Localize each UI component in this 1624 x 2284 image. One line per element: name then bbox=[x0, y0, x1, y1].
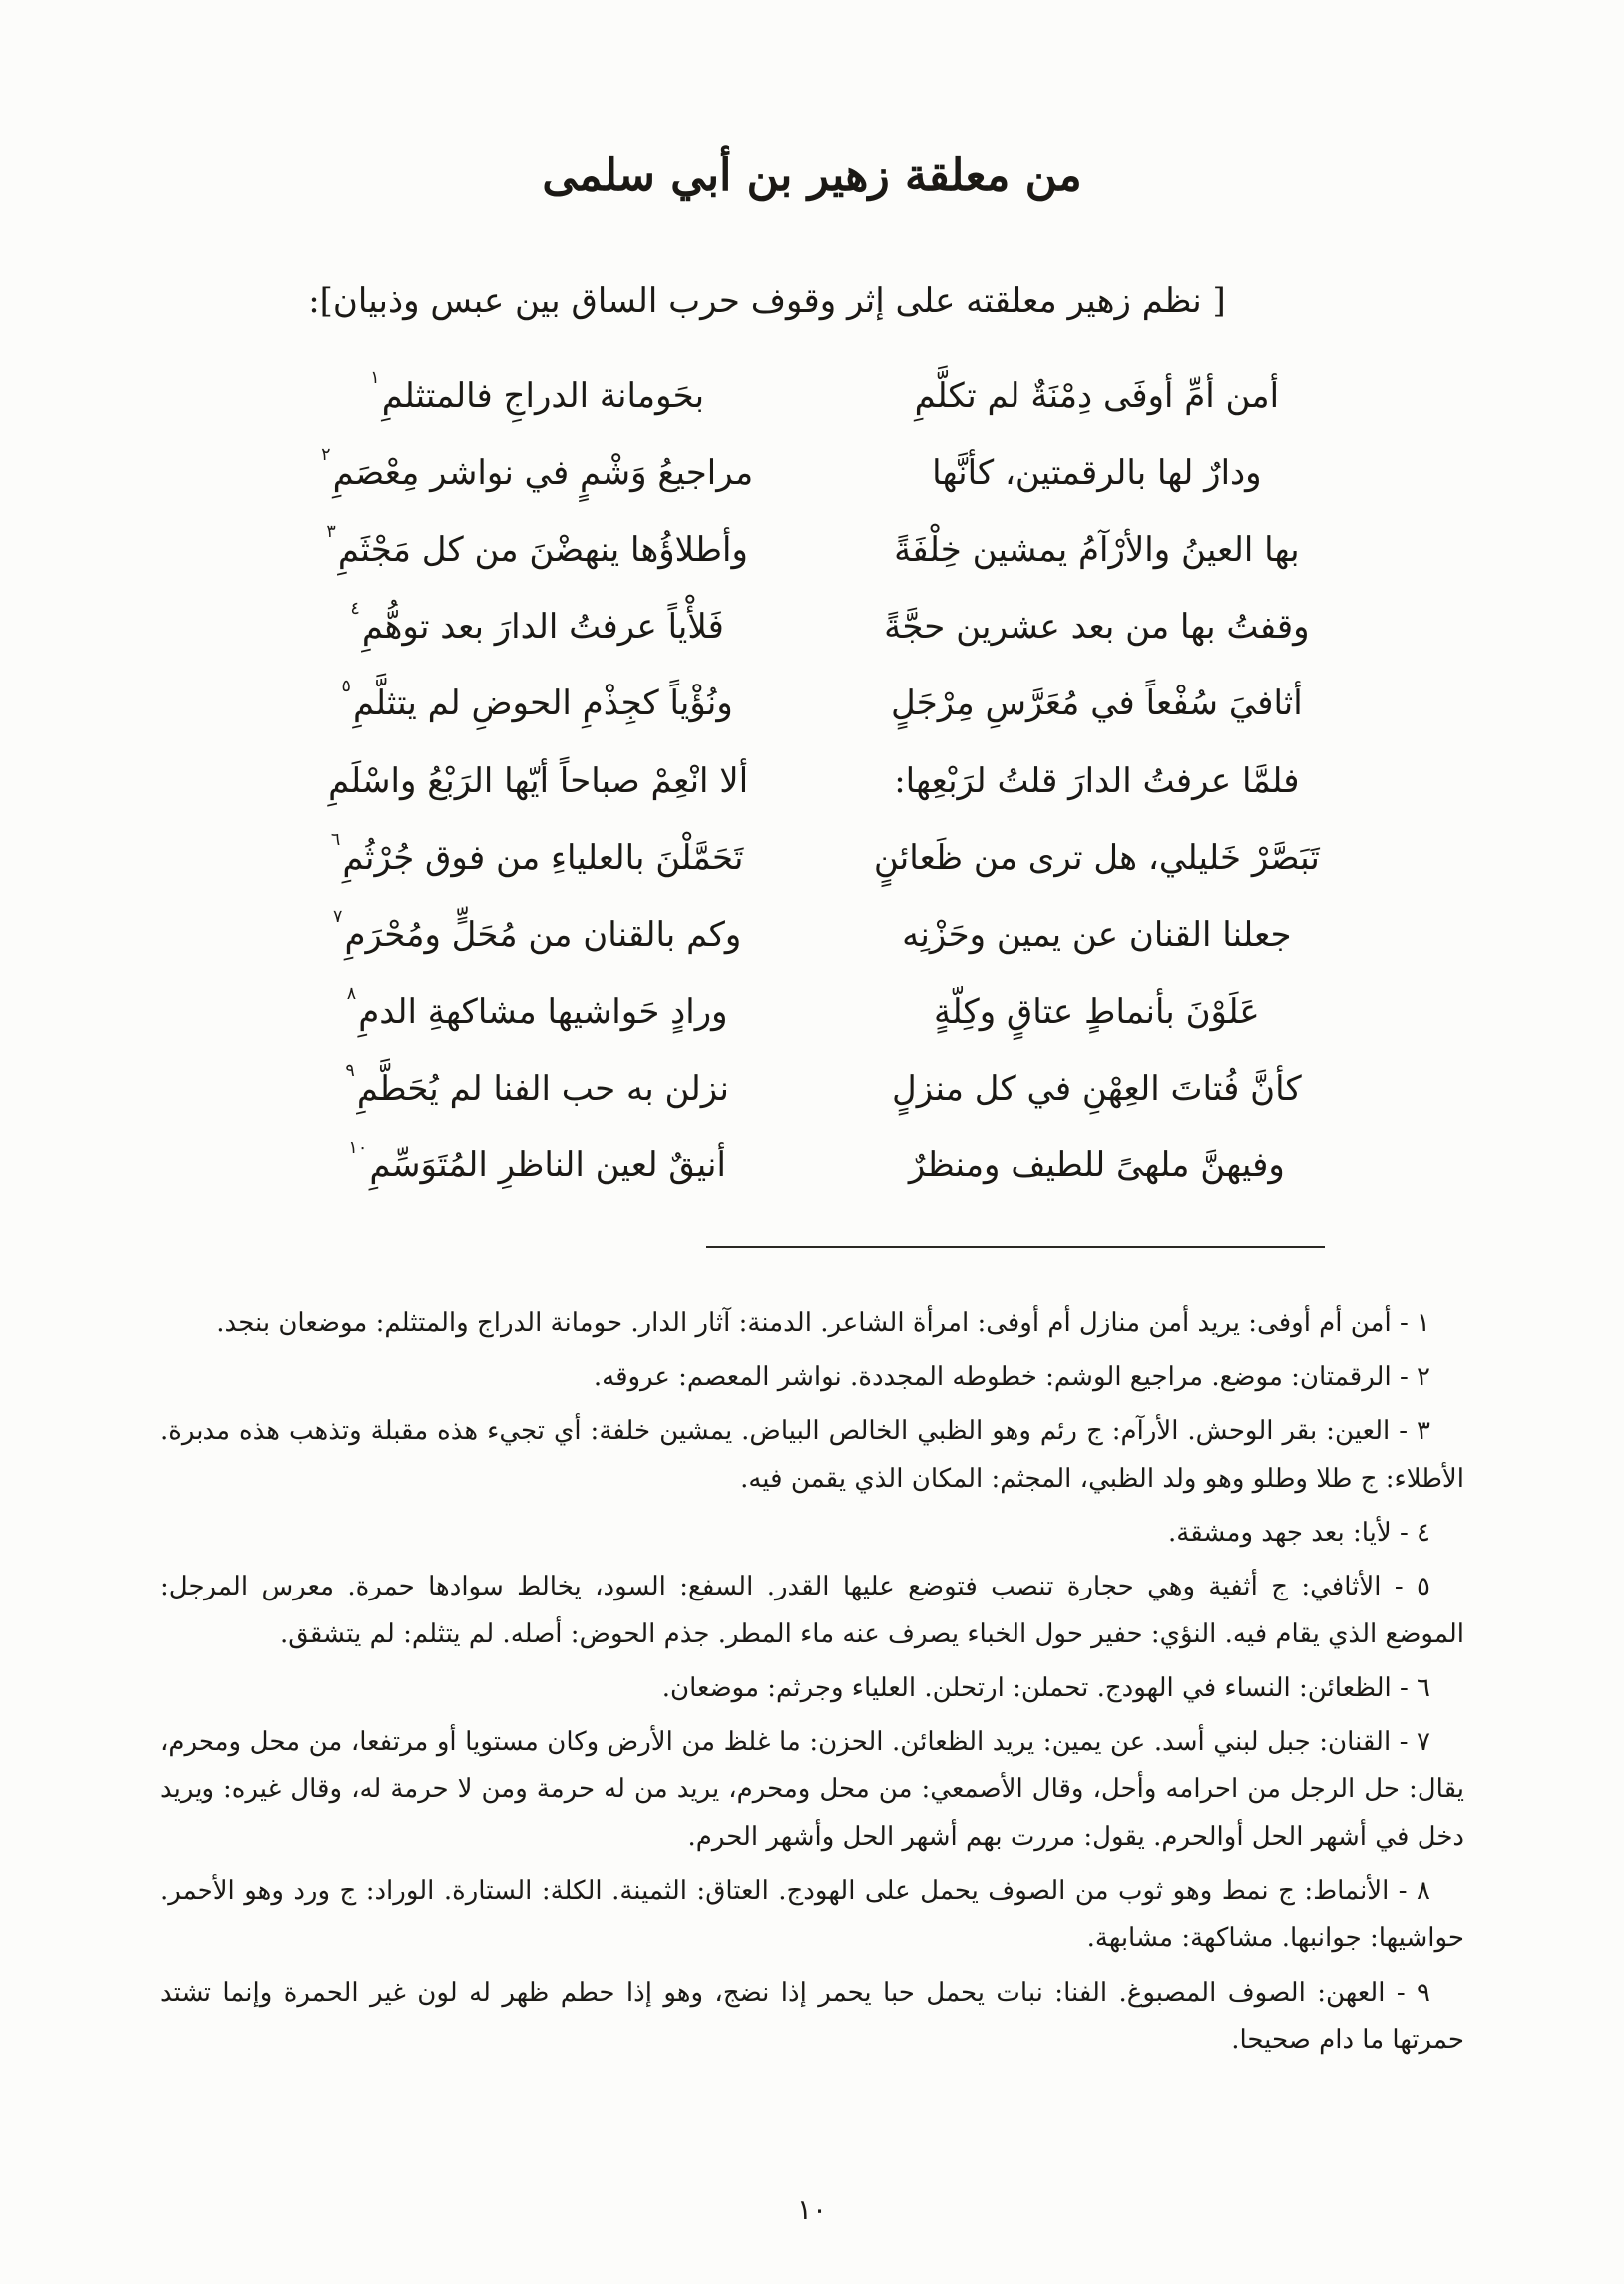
hemistich-first: كأنَّ فُتاتَ العِهْنِ في كل منزلٍ bbox=[892, 1069, 1302, 1110]
verse-row bbox=[284, 599, 1350, 649]
verse-row bbox=[284, 907, 1350, 957]
footnote-marker: ٨ bbox=[346, 984, 357, 1005]
verse-row bbox=[284, 759, 1350, 803]
hemistich-second bbox=[284, 829, 790, 880]
footnote-marker: ٢ bbox=[321, 444, 331, 465]
hemistich-second bbox=[284, 1061, 790, 1111]
hemistich-second-text: ألا انْعِمْ صباحاً أيّها الرَبْعُ واسْلَمِ bbox=[328, 760, 749, 801]
hemistich-first: عَلَوْنَ بأنماطٍ عتاقٍ وكِلّةٍ bbox=[934, 992, 1260, 1033]
verse-row bbox=[284, 1061, 1350, 1111]
hemistich-second bbox=[284, 759, 790, 803]
footnote-marker: ٧ bbox=[332, 907, 343, 928]
verse-row bbox=[284, 367, 1350, 418]
hemistich-second-text: مراجيعُ وَشْمٍ في نواشر مِعْصَمِ bbox=[332, 452, 754, 493]
footnote-item: ٥ - الأثافي: ج أثفية وهي حجارة تنصب فتوضع عليها القدر. السفع: السود، يخالط سوادها حمرة. معرس المرجل: الموضع الذي يقام فيه. النؤي: حفير حول الخباء يصرف عنه ماء المطر. جذم الحوض: أصله. لم يتثلم: لم يتشقق. bbox=[160, 1572, 1464, 1649]
page-title: من معلقة زهير بن أبي سلمى bbox=[542, 150, 1082, 201]
verse-row bbox=[284, 984, 1350, 1034]
hemistich-second bbox=[284, 367, 790, 418]
hemistich-second-text: تَحَمَّلْنَ بالعلياءِ من فوق جُرْثُمِ bbox=[342, 837, 744, 878]
footnote-item: ٢ - الرقمتان: موضع. مراجيع الوشم: خطوطه المجددة. نواشر المعصم: عروقه. bbox=[593, 1361, 1430, 1392]
hemistich-first: أمن أمِّ أوفَى دِمْنَةٌ لم تكلَّمِ bbox=[914, 375, 1280, 416]
verse-row bbox=[284, 444, 1350, 495]
hemistich-second bbox=[284, 907, 790, 957]
footnote-marker: ٣ bbox=[326, 522, 336, 543]
hemistich-first: وقفتُ بها من بعد عشرين حجَّةً bbox=[884, 607, 1310, 648]
footnote-item: ٦ - الظعائن: النساء في الهودج. تحملن: ارتحلن. العلياء وجرثم: موضعان. bbox=[661, 1672, 1430, 1703]
hemistich-second bbox=[284, 676, 790, 725]
footnote-item: ٧ - القنان: جبل لبني أسد. عن يمين: يريد الظعائن. الحزن: ما غلظ من الأرض وكان مستويا أو مرتفعا، من محل ومحرم، يقال: حل الرجل من احرامه وأحل، وقال الأصمعي: من محل ومحرم، يريد من له حرمة ومن لا حرمة له، وقال غيره: ويريد دخل في أشهر الحل أوالحرم. يقول: مررت بهم أشهر الحل وأشهر الحرم. bbox=[160, 1727, 1464, 1852]
verse-row bbox=[284, 829, 1350, 880]
hemistich-second bbox=[284, 522, 790, 572]
footnote-marker: ٦ bbox=[330, 829, 341, 850]
footnote-marker: ٥ bbox=[341, 676, 351, 696]
hemistich-second-text: أنيقٌ لعين الناظرِ المُتَوَسِّمِ bbox=[369, 1145, 726, 1186]
footnote-marker: ١٠ bbox=[348, 1138, 368, 1158]
footnote-item: ٩ - العهن: الصوف المصبوغ. الفنا: نبات يحمل حبا يحمر إذا نضج، وهو إذا حطم ظهر له لون غير الحمرة وإنما تشتد حمرتها ما دام صحيحا. bbox=[160, 1977, 1464, 2056]
hemistich-first: جعلنا القنان عن يمين وحَزْنِه bbox=[902, 914, 1292, 955]
footnote-item: ١ - أمن أم أوفى: يريد أمن منازل أم أوفى: امرأة الشاعر. الدمنة: آثار الدار. حومانة الدراج والمتثلم: موضعان بنجد. bbox=[216, 1307, 1430, 1338]
hemistich-second bbox=[284, 984, 790, 1034]
footnote-item: ٣ - العين: بقر الوحش. الأرآم: ج رئم وهو الظبي الخالص البياض. يمشين خلفة: أي تجيء هذه مقبلة وتذهب هذه مدبرة. الأطلاء: ج طلا وطلو وهو ولد الظبي، المجثم: المكان الذي يقمن فيه. bbox=[160, 1416, 1464, 1494]
footnote-marker: ٤ bbox=[350, 599, 360, 620]
hemistich-second-text: بحَومانة الدراجِ فالمتثلمِ bbox=[381, 375, 705, 416]
footnote-marker: ٩ bbox=[345, 1061, 355, 1082]
hemistich-second-text: نزلن به حب الفنا لم يُحَطَّمِ bbox=[356, 1069, 729, 1110]
hemistich-first: ودارٌ لها بالرقمتين، كأنَّها bbox=[932, 452, 1262, 493]
hemistich-second-text: ورادٍ حَواشيها مشاكهةِ الدمِ bbox=[358, 992, 728, 1033]
hemistich-second-text: وأطلاؤُها ينهضْنَ من كل مَجْثَمِ bbox=[337, 529, 748, 570]
hemistich-first: تَبَصَّرْ خَليلي، هل ترى من ظَعائنٍ bbox=[873, 837, 1320, 878]
hemistich-second bbox=[284, 1138, 790, 1187]
hemistich-first: أثافيَ سُفْعاً في مُعَرَّسِ مِرْجَلٍ bbox=[890, 684, 1303, 724]
hemistich-second-text: وكم بالقنان من مُحَلٍّ ومُحْرَمِ bbox=[344, 914, 742, 955]
footnote-item: ٤ - لأيا: بعد جهد ومشقة. bbox=[1168, 1517, 1430, 1548]
hemistich-second-text: فَلأْياً عرفتُ الدارَ بعد توهُّمِ bbox=[361, 607, 724, 648]
hemistich-second-text: ونُؤْياً كجِذْمِ الحوضِ لم يتثلَّمِ bbox=[352, 684, 733, 724]
hemistich-first: فلمَّا عرفتُ الدارَ قلتُ لرَبْعِها: bbox=[894, 760, 1300, 801]
verse-row bbox=[284, 1138, 1350, 1187]
poem-block bbox=[284, 367, 1350, 1188]
footnote-item: ٨ - الأنماط: ج نمط وهو ثوب من الصوف يحمل على الهودج. العتاق: الثمينة. الكلة: الستارة. الوراد: ج ورد وهو الأحمر. حواشيها: جوانبها. مشاكهة: مشابهة. bbox=[160, 1876, 1464, 1954]
hemistich-first: بها العينُ والأرْآمُ يمشين خِلْفَةً bbox=[894, 529, 1300, 570]
footnotes-block bbox=[160, 1300, 1464, 2064]
footnote-separator bbox=[706, 1246, 1325, 1248]
hemistich-second bbox=[284, 599, 790, 649]
verse-row bbox=[284, 522, 1350, 572]
hemistich-second bbox=[284, 444, 790, 495]
verse-row bbox=[284, 676, 1350, 725]
hemistich-first: وفيهنَّ ملهىً للطيف ومنظرٌ bbox=[908, 1145, 1285, 1186]
footnote-marker: ١ bbox=[370, 367, 380, 388]
page-number: ١٠ bbox=[796, 2193, 828, 2226]
intro-line: [ نظم زهير معلقته على إثر وقوف حرب الساق بين عبس وذبيان]: bbox=[308, 281, 1226, 321]
